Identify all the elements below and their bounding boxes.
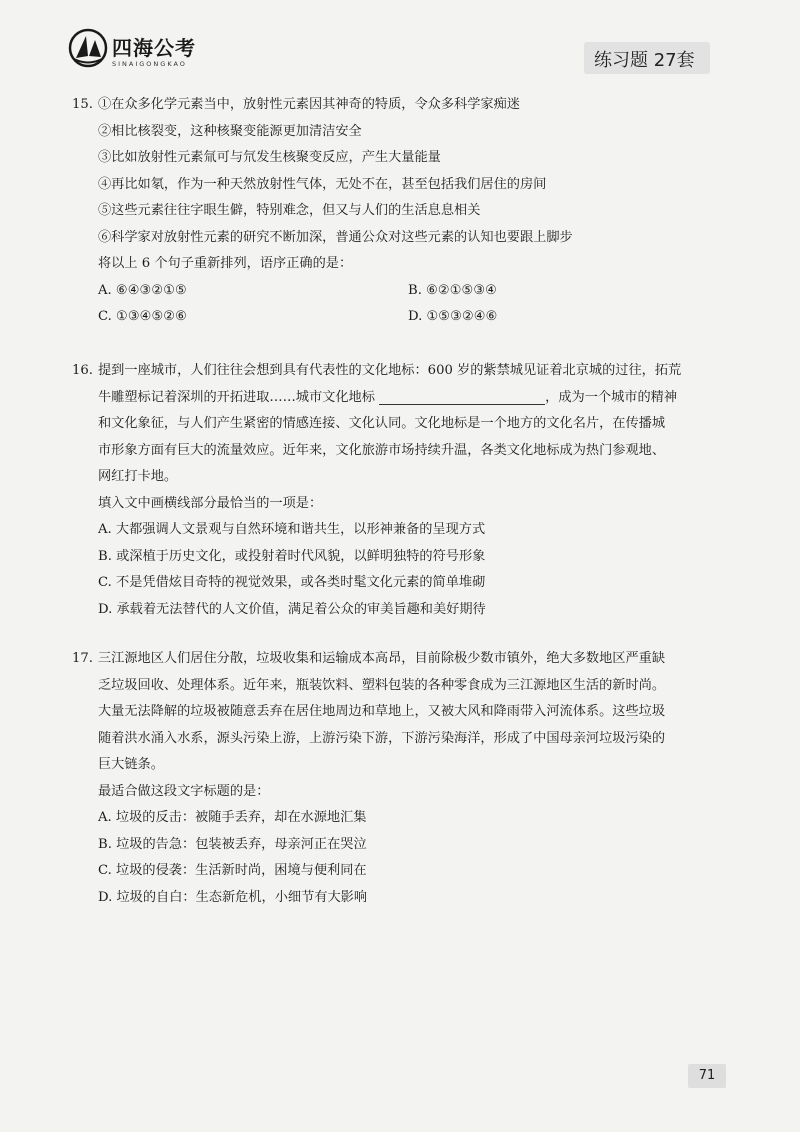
q15-sentence-1 — [72, 92, 732, 119]
q15-sentence-text: ①在众多化学元素当中，放射性元素因其神奇的特质，令众多科学家痴迷 — [98, 97, 520, 112]
q17-line-3: 大量无法降解的垃圾被随意丢弃在居住地周边和草地上，又被大风和降雨带入河流体系。这些垃圾 — [98, 704, 666, 719]
fill-in-blank — [379, 390, 545, 405]
q15-option-b[interactable]: B. ⑥②①⑤③④ — [408, 282, 498, 298]
q16-line-4: 市形象方面有巨大的流量效应。近年来，文化旅游市场持续升温，各类文化地标成为热门参观地、 — [98, 442, 666, 458]
q17-option-d[interactable]: D. 垃圾的自白：生态新危机，小细节有大影响 — [98, 889, 368, 905]
q16-line-3: 和文化象征，与人们产生紧密的情感连接、文化认同。文化地标是一个地方的文化名片，在传播城 — [98, 416, 666, 431]
q15-number: 15. — [72, 97, 93, 112]
exercise-set-badge — [584, 42, 710, 74]
q17-option-b[interactable]: B. 垃圾的告急：包装被丢弃，母亲河正在哭泣 — [98, 836, 367, 852]
q17-line-5: 巨大链条。 — [98, 757, 164, 772]
q16-text: 牛雕塑标记着深圳的开拓进取……城市文化地标 — [98, 389, 375, 405]
q17-option-a[interactable]: A. 垃圾的反击：被随手丢弃，却在水源地汇集 — [98, 810, 367, 825]
logo-chinese-name: 四海公考 — [112, 36, 196, 60]
q16-line-1 — [72, 358, 732, 385]
q15-prompt: 将以上 6 个句子重新排列，语序正确的是： — [98, 256, 353, 271]
q15-sentence-6: ⑥科学家对放射性元素的研究不断加深，普通公众对这些元素的认知也要跟上脚步 — [98, 229, 573, 245]
q16-text: 提到一座城市，人们往往会想到具有代表性的文化地标：600 岁的紫禁城见证着北京城的过往，拓荒 — [98, 363, 682, 378]
q16-option-a[interactable]: A. 大都强调人文景观与自然环境和谐共生，以形神兼备的呈现方式 — [98, 522, 486, 537]
exercise-set-label: 练习题 27套 — [594, 50, 695, 71]
publisher-logo — [68, 28, 208, 78]
q16-option-b[interactable]: B. 或深植于历史文化，或投射着时代风貌，以鲜明独特的符号形象 — [98, 548, 486, 564]
q15-sentence-5: ⑤这些元素往往字眼生僻，特别难念，但又与人们的生活息息相关 — [98, 203, 481, 218]
q16-number: 16. — [72, 363, 93, 378]
question-16 — [72, 358, 732, 623]
q15-option-a[interactable]: A. ⑥④③②①⑤ — [98, 282, 187, 298]
q17-option-c[interactable]: C. 垃圾的侵袭：生活新时尚，困境与便利同在 — [98, 863, 367, 878]
q16-option-c[interactable]: C. 不是凭借炫目奇特的视觉效果，或各类时髦文化元素的简单堆砌 — [98, 575, 486, 590]
q17-line-1 — [72, 646, 732, 673]
q17-prompt: 最适合做这段文字标题的是： — [98, 783, 270, 799]
q16-line-2 — [72, 385, 732, 412]
question-15 — [72, 92, 732, 331]
q15-sentence-3: ③比如放射性元素氚可与氘发生核聚变反应，产生大量能量 — [98, 150, 441, 165]
q15-option-d[interactable]: D. ①⑤③②④⑥ — [408, 309, 498, 324]
logo-english-name: SINAIGONGKAO — [112, 60, 187, 68]
q15-sentence-2: ②相比核裂变，这种核聚变能源更加清洁安全 — [98, 123, 362, 139]
page-number: 71 — [688, 1064, 726, 1088]
q16-option-d[interactable]: D. 承载着无法替代的人文价值，满足着公众的审美旨趣和美好期待 — [98, 601, 486, 617]
q16-prompt: 填入文中画横线部分最恰当的一项是： — [98, 495, 323, 511]
q16-line-5: 网红打卡地。 — [98, 469, 178, 484]
sail-logo-icon — [68, 28, 108, 68]
q17-line-4: 随着洪水涌入水系，源头污染上游，上游污染下游，下游污染海洋，形成了中国母亲河垃圾污染的 — [98, 730, 666, 746]
q15-option-c[interactable]: C. ①③④⑤②⑥ — [98, 309, 187, 324]
q15-options-row-2 — [72, 304, 732, 331]
q17-line-2: 乏垃圾回收、处理体系。近年来，瓶装饮料、塑料包装的各种零食成为三江源地区生活的新时尚。 — [98, 677, 666, 693]
q16-text: ，成为一个城市的精神 — [545, 389, 678, 405]
question-17 — [72, 646, 732, 911]
q17-text: 三江源地区人们居住分散，垃圾收集和运输成本高昂，目前除极少数市镇外，绝大多数地区严重缺 — [98, 651, 666, 666]
page-header — [0, 0, 800, 90]
q15-sentence-4: ④再比如氡，作为一种天然放射性气体，无处不在，甚至包括我们居住的房间 — [98, 176, 547, 192]
q17-number: 17. — [72, 651, 93, 666]
q15-options-row-1 — [72, 278, 732, 305]
